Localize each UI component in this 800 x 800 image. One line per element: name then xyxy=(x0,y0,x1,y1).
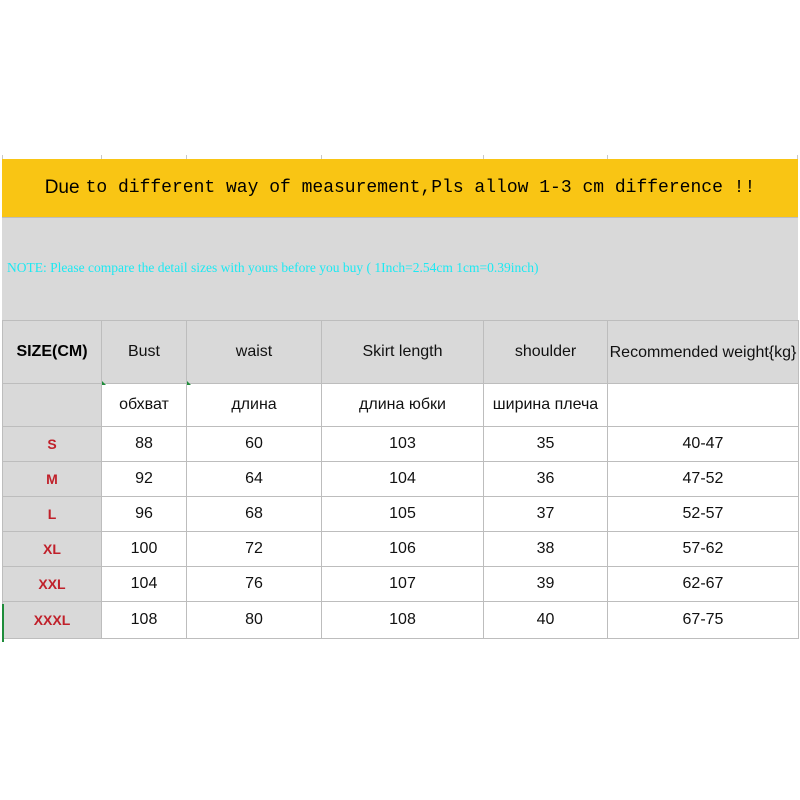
weight-value: 67-75 xyxy=(608,602,799,639)
weight-value: 62-67 xyxy=(608,567,799,602)
shoulder-value: 35 xyxy=(484,427,608,462)
russian-weight xyxy=(608,384,799,427)
banner-lead: Due xyxy=(44,177,80,198)
shoulder-value: 37 xyxy=(484,497,608,532)
bust-value: 92 xyxy=(102,462,187,497)
size-label: L xyxy=(3,497,102,532)
skirt-length-value: 105 xyxy=(322,497,484,532)
skirt-length-value: 106 xyxy=(322,532,484,567)
size-label: M xyxy=(3,462,102,497)
measurement-banner xyxy=(2,159,798,217)
waist-value: 68 xyxy=(187,497,322,532)
russian-blank-size xyxy=(3,384,102,427)
russian-waist: длина xyxy=(187,384,322,427)
cell-comment-marker xyxy=(187,381,191,385)
waist-value: 80 xyxy=(187,602,322,639)
russian-skirt-length: длина юбки xyxy=(322,384,484,427)
cell-comment-marker xyxy=(102,381,106,385)
size-label: XXXL xyxy=(3,602,102,639)
table-row xyxy=(3,532,799,567)
note-box xyxy=(2,217,798,320)
bottom-blank-area xyxy=(0,643,800,800)
header-row xyxy=(3,321,799,384)
header-bust: Bust xyxy=(102,321,187,384)
header-skirt-length: Skirt length xyxy=(322,321,484,384)
shoulder-value: 36 xyxy=(484,462,608,497)
shoulder-value: 38 xyxy=(484,532,608,567)
header-size: SIZE(CM) xyxy=(3,321,102,384)
bust-value: 104 xyxy=(102,567,187,602)
size-label: S xyxy=(3,427,102,462)
selected-cell-edge xyxy=(2,604,4,642)
header-weight: Recommended weight{kg} xyxy=(608,321,799,384)
shoulder-value: 40 xyxy=(484,602,608,639)
weight-value: 57-62 xyxy=(608,532,799,567)
skirt-length-value: 104 xyxy=(322,462,484,497)
table-row xyxy=(3,427,799,462)
size-table xyxy=(2,320,799,639)
size-label: XL xyxy=(3,532,102,567)
bust-value: 100 xyxy=(102,532,187,567)
waist-value: 76 xyxy=(187,567,322,602)
header-shoulder: shoulder xyxy=(484,321,608,384)
waist-value: 60 xyxy=(187,427,322,462)
bust-value: 108 xyxy=(102,602,187,639)
bust-value: 88 xyxy=(102,427,187,462)
weight-value: 52-57 xyxy=(608,497,799,532)
weight-value: 47-52 xyxy=(608,462,799,497)
note-text: NOTE: Please compare the detail sizes with yours before you buy ( 1Inch=2.54cm 1cm=0.39inch) xyxy=(7,260,539,275)
banner-text: to different way of measurement,Pls allow 1-3 cm difference !! xyxy=(85,178,756,198)
table-row xyxy=(3,497,799,532)
russian-row xyxy=(3,384,799,427)
table-row xyxy=(3,567,799,602)
bust-value: 96 xyxy=(102,497,187,532)
size-label: XXL xyxy=(3,567,102,602)
weight-value: 40-47 xyxy=(608,427,799,462)
skirt-length-value: 108 xyxy=(322,602,484,639)
table-row xyxy=(3,462,799,497)
waist-value: 72 xyxy=(187,532,322,567)
skirt-length-value: 103 xyxy=(322,427,484,462)
waist-value: 64 xyxy=(187,462,322,497)
russian-shoulder: ширина плеча xyxy=(484,384,608,427)
shoulder-value: 39 xyxy=(484,567,608,602)
table-row xyxy=(3,602,799,639)
russian-bust: обхват xyxy=(102,384,187,427)
skirt-length-value: 107 xyxy=(322,567,484,602)
top-blank-area xyxy=(0,0,800,157)
header-waist: waist xyxy=(187,321,322,384)
